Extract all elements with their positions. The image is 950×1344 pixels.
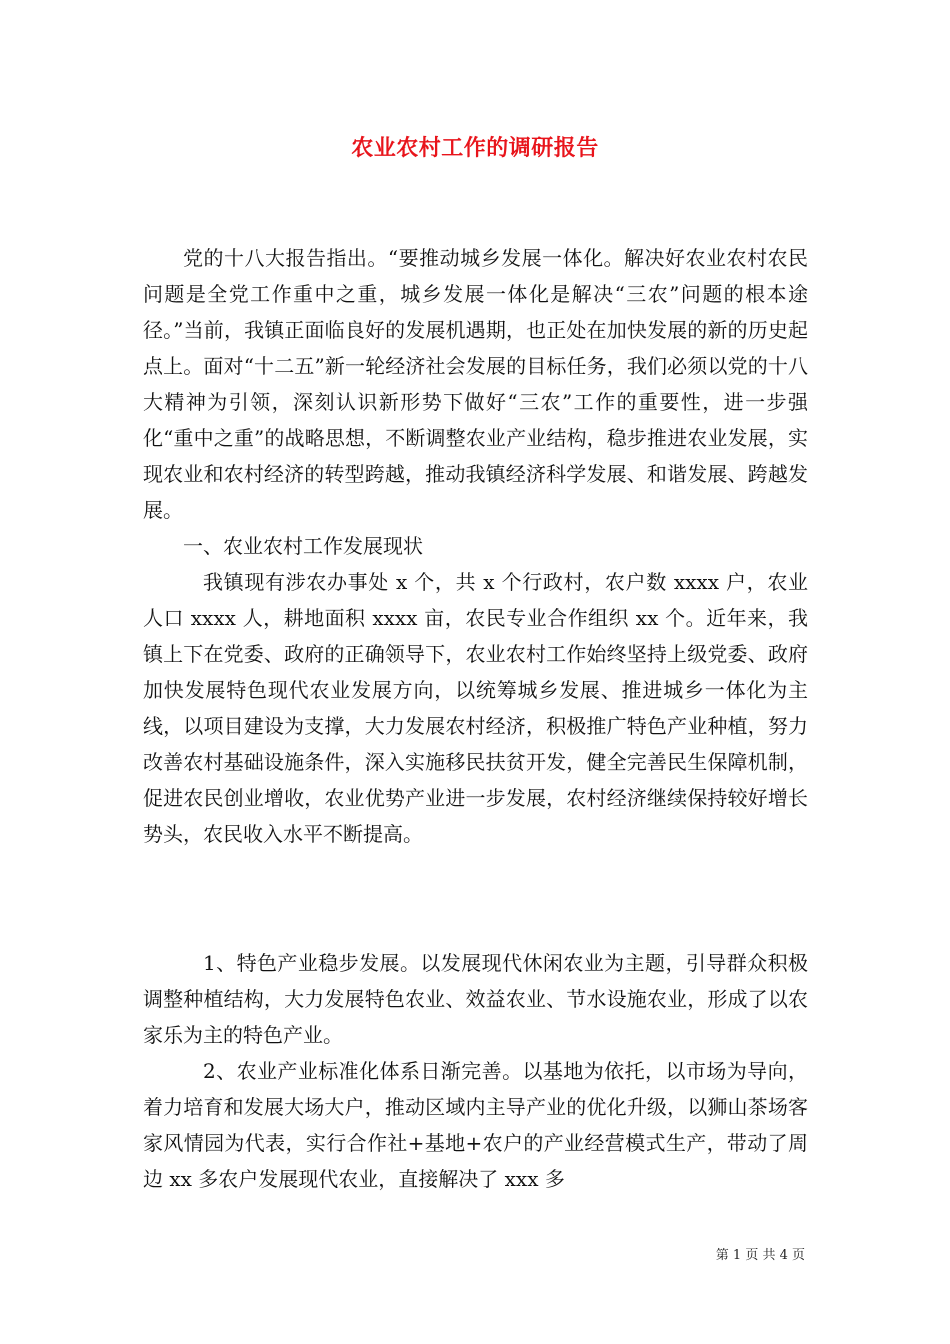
paragraph-item-1: 1、特色产业稳步发展。以发展现代休闲农业为主题，引导群众积极调整种植结构，大力发展特色农业、效益农业、节水设施农业，形成了以农家乐为主的特色产业。 — [143, 951, 808, 1047]
page-footer: 第 1 页 共 4 页 — [715, 1248, 805, 1263]
page-title: 农业农村工作的调研报告 — [351, 135, 599, 161]
paragraph-status: 我镇现有涉农办事处 x 个，共 x 个行政村，农户数 xxxx 户，农业人口 xxxx 人，耕地面积 xxxx 亩，农民专业合作组织 xx 个。近年来，我镇上下在党委、政府的正确领导下，农业农村工作始终坚持上级党委、政府加快发展特色现代农业发展方向，以统筹城乡发展、推进城乡一体化为主线，以项目建设为支撑，大力发展农村经济，积极推广特色产业种植，努力改善农村基础设施条件，深入实施移民扶贫开发，健全完善民生保障机制，促进农民创业增收，农业优势产业进一步发展，农村经济继续保持较好增长势头，农民收入水平不断提高。 — [143, 570, 808, 846]
body-section-2 — [143, 945, 808, 1053]
section-heading: 一、农业农村工作发展现状 — [183, 534, 423, 558]
paragraph-intro: 党的十八大报告指出。“要推动城乡发展一体化。解决好农业农村农民问题是全党工作重中之重，城乡发展一体化是解决“三农”问题的根本途径。”当前，我镇正面临良好的发展机遇期，也正处在加快发展的新的历史起点上。面对“十二五”新一轮经济社会发展的目标任务，我们必须以党的十八大精神为引领，深刻认识新形势下做好“三农”工作的重要性，进一步强化“重中之重”的战略思想，不断调整农业产业结构，稳步推进农业发展，实现农业和农村经济的转型跨越，推动我镇经济科学发展、和谐发展、跨越发展。 — [143, 246, 808, 522]
body-section-1 — [143, 240, 808, 852]
body-section-3 — [143, 1053, 808, 1197]
paragraph-item-2: 2、农业产业标准化体系日渐完善。以基地为依托，以市场为导向，着力培育和发展大场大户，推动区域内主导产业的优化升级，以狮山茶场客家风情园为代表，实行合作社+基地+农户的产业经营模式生产，带动了周边 xx 多农户发展现代农业，直接解决了 xxx 多 — [143, 1059, 808, 1191]
